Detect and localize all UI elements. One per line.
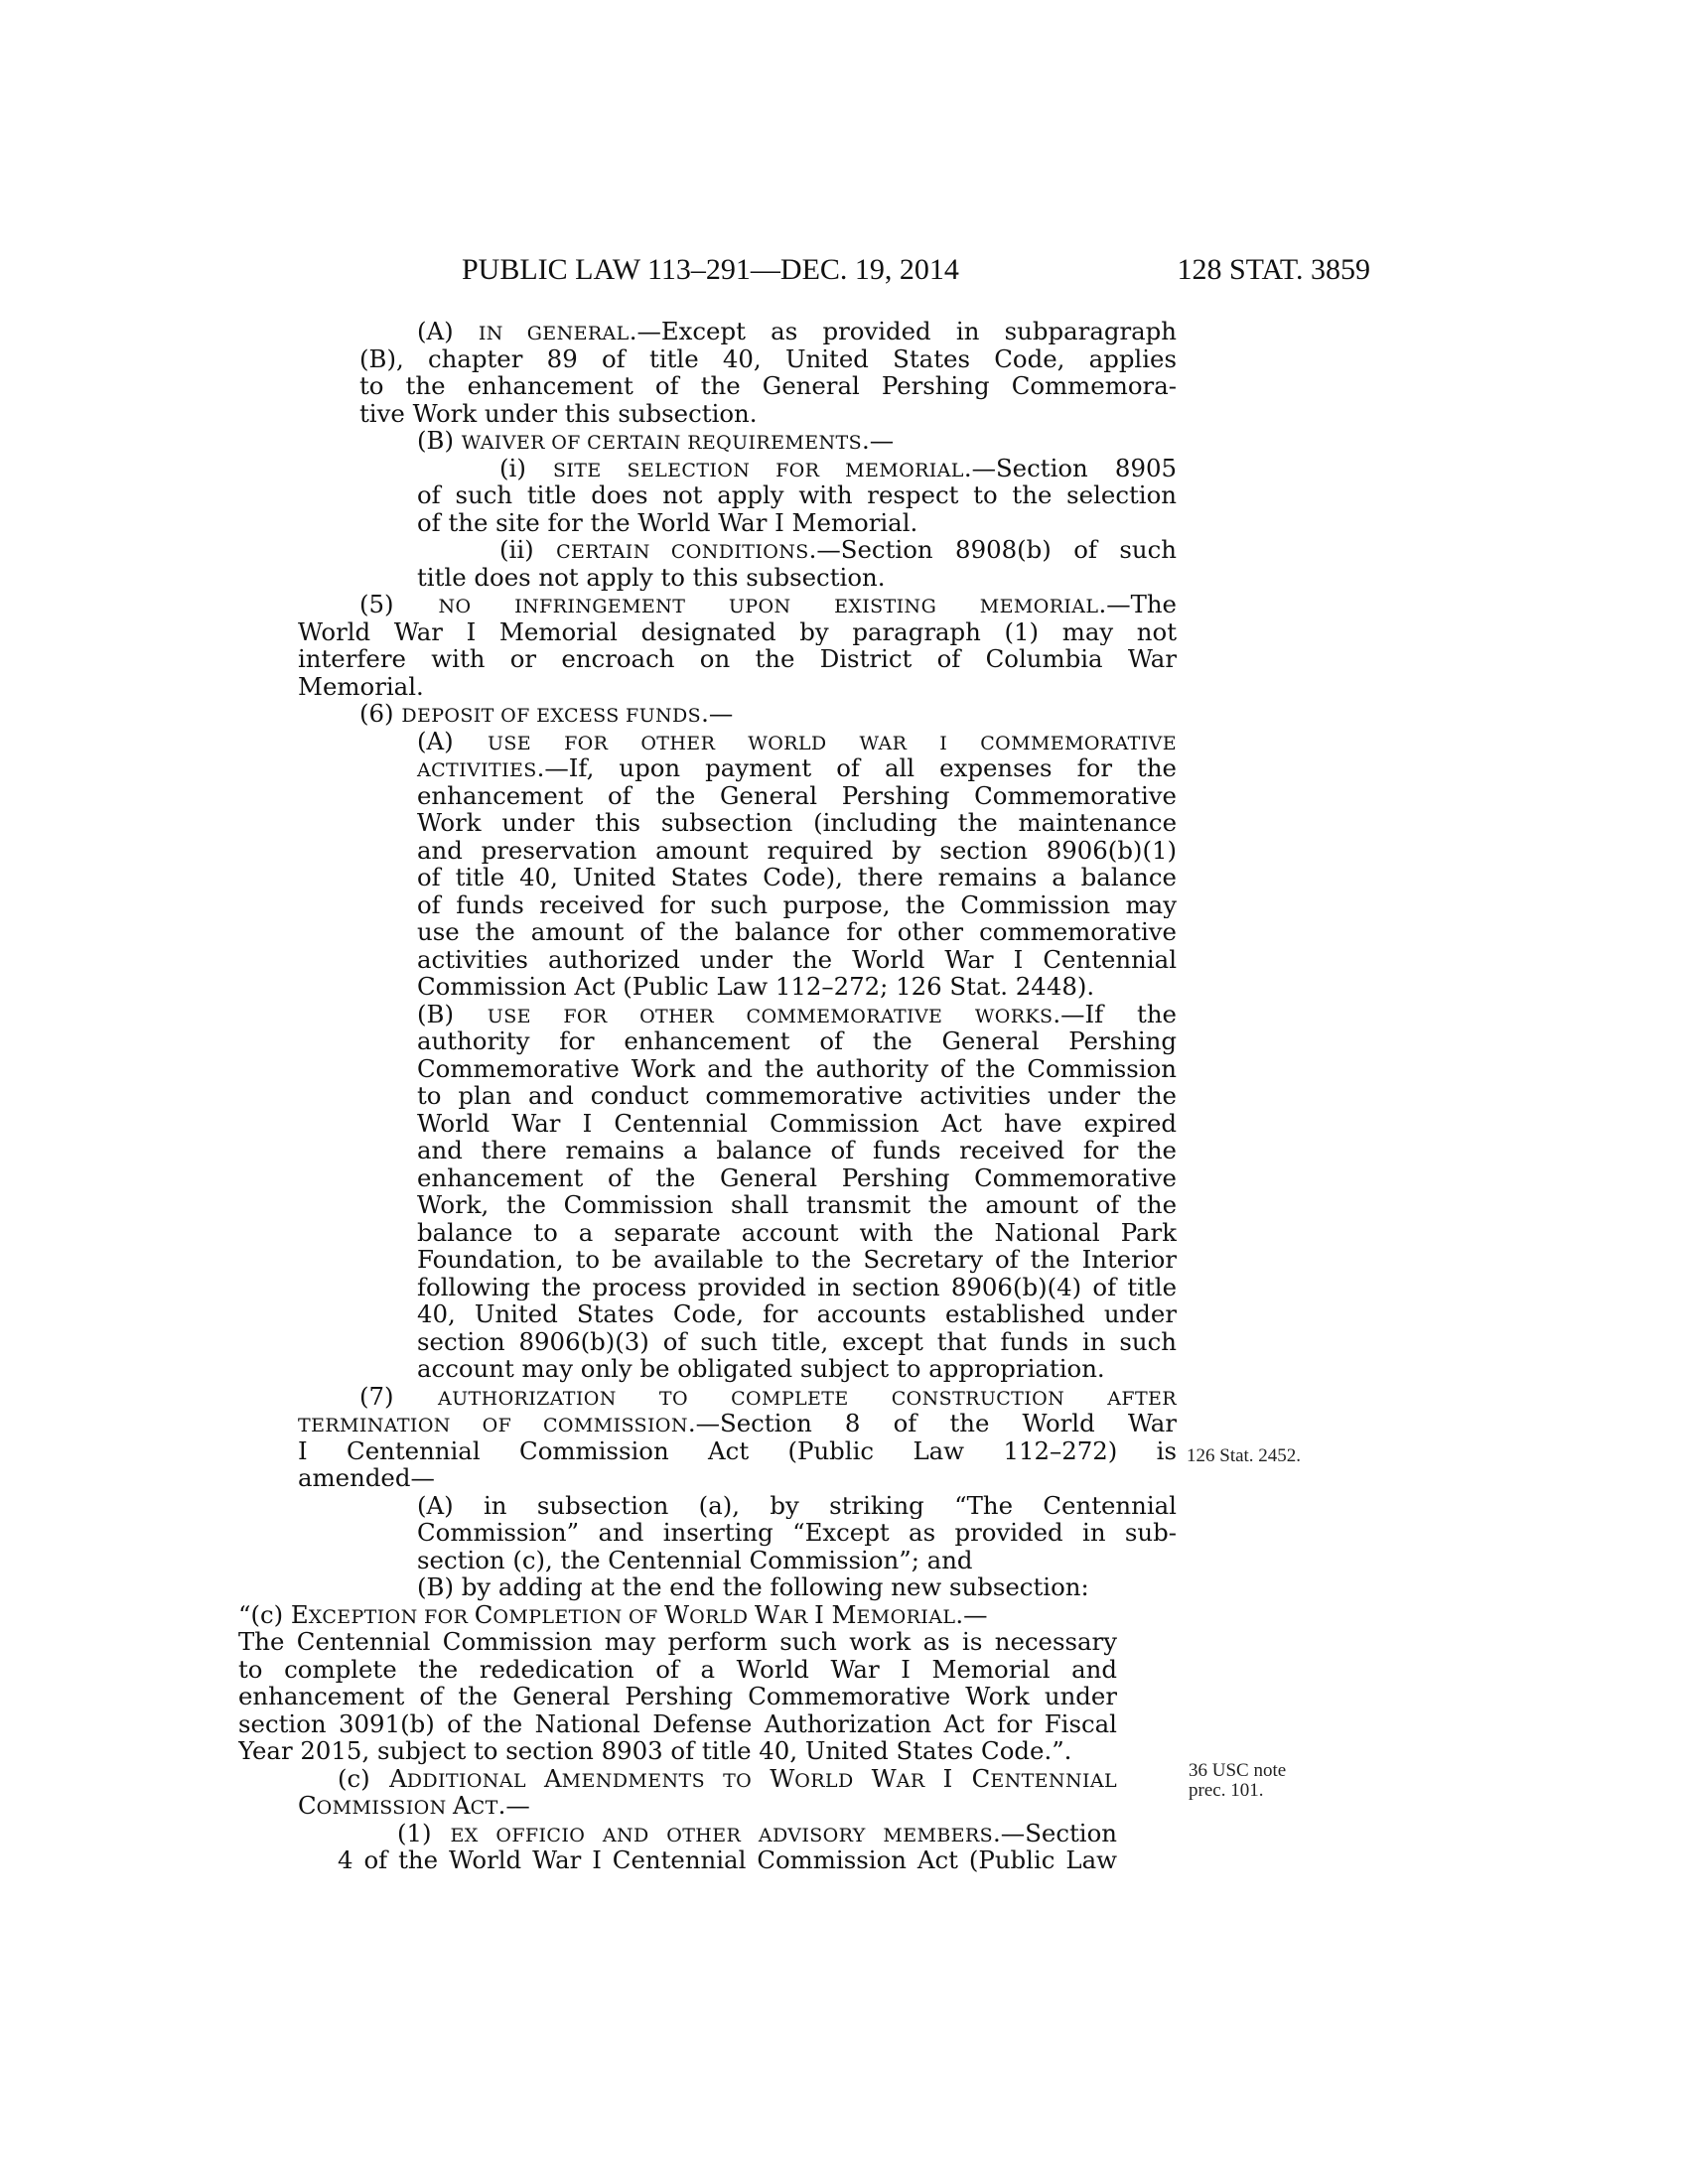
text-line: (B) WAIVER OF CERTAIN REQUIREMENTS.—: [417, 427, 895, 455]
text-line: enhancement of the General Pershing Commemorative: [417, 781, 1177, 809]
text-line: Commemorative Work and the authority of the Commission: [417, 1054, 1177, 1082]
text-line: (c) ADDITIONAL AMENDMENTS TO WORLD WAR I CENTENNIAL: [338, 1764, 1117, 1792]
text-line: (A) USE FOR OTHER WORLD WAR I COMMEMORATIVE: [417, 727, 1177, 754]
text-line: ACTIVITIES.—If, upon payment of all expenses for the: [417, 754, 1177, 782]
text-line: (B) USE FOR OTHER COMMEMORATIVE WORKS.—If the: [417, 1000, 1177, 1027]
text-line: enhancement of the General Pershing Commemorative: [417, 1163, 1177, 1191]
page-header-stat: 128 STAT. 3859: [1177, 253, 1370, 286]
text-line: to complete the rededication of a World War I Memorial and: [238, 1655, 1117, 1683]
text-line: World War I Memorial designated by paragraph (1) may not: [298, 617, 1177, 645]
text-line: Commission” and inserting “Except as provided in sub-: [417, 1519, 1177, 1547]
text-line: (1) EX OFFICIO AND OTHER ADVISORY MEMBERS.—Section: [397, 1819, 1117, 1846]
text-line: (5) NO INFRINGEMENT UPON EXISTING MEMORIAL.—The: [359, 591, 1177, 618]
text-line: activities authorized under the World War I Centennial: [417, 945, 1177, 973]
text-line: and there remains a balance of funds received for the: [417, 1137, 1177, 1164]
text-line: following the process provided in section 8906(b)(4) of title: [417, 1273, 1177, 1300]
text-line: of such title does not apply with respect to the selection: [417, 481, 1177, 509]
text-line: I Centennial Commission Act (Public Law 112–272) is: [298, 1436, 1177, 1464]
text-line: COMMISSION ACT.—: [298, 1792, 530, 1820]
text-line: (i) SITE SELECTION FOR MEMORIAL.—Section 8905: [499, 454, 1177, 481]
text-line: (7) AUTHORIZATION TO COMPLETE CONSTRUCTION AFTER: [359, 1382, 1177, 1410]
page-header-title: PUBLIC LAW 113–291—DEC. 19, 2014: [462, 253, 959, 286]
text-line: Memorial.: [298, 672, 424, 700]
text-line: of title 40, United States Code), there remains a balance: [417, 864, 1177, 891]
text-line: Year 2015, subject to section 8903 of title 40, United States Code.”.: [238, 1737, 1072, 1765]
text-line: Work, the Commission shall transmit the amount of the: [417, 1191, 1177, 1219]
text-line: title does not apply to this subsection.: [417, 563, 886, 591]
text-line: Foundation, to be available to the Secretary of the Interior: [417, 1246, 1177, 1274]
text-line: balance to a separate account with the National Park: [417, 1218, 1177, 1246]
text-line: use the amount of the balance for other commemorative: [417, 918, 1177, 946]
text-line: “(c) EXCEPTION FOR COMPLETION OF WORLD WAR I MEMORIAL.—: [238, 1600, 988, 1628]
text-line: section 3091(b) of the National Defense Authorization Act for Fiscal: [238, 1709, 1117, 1737]
text-line: of the site for the World War I Memorial.: [417, 508, 918, 536]
text-line: of funds received for such purpose, the Commission may: [417, 890, 1177, 918]
text-line: amended—: [298, 1464, 435, 1492]
margin-note-usc-citation: 36 USC note prec. 101.: [1189, 1760, 1287, 1801]
text-line: interfere with or encroach on the District of Columbia War: [298, 645, 1177, 673]
text-line: (6) DEPOSIT OF EXCESS FUNDS.—: [359, 700, 734, 728]
text-line: to plan and conduct commemorative activities under the: [417, 1082, 1177, 1110]
text-line: authority for enhancement of the General Pershing: [417, 1027, 1177, 1055]
text-line: 40, United States Code, for accounts established under: [417, 1300, 1177, 1328]
text-line: 4 of the World War I Centennial Commission Act (Public Law: [338, 1846, 1117, 1874]
text-line: section 8906(b)(3) of such title, except that funds in such: [417, 1327, 1177, 1355]
margin-note-stat-citation: 126 Stat. 2452.: [1187, 1445, 1302, 1466]
text-line: The Centennial Commission may perform such work as is necessary: [238, 1628, 1117, 1656]
text-line: Commission Act (Public Law 112–272; 126 Stat. 2448).: [417, 973, 1095, 1001]
text-line: (A) in subsection (a), by striking “The Centennial: [417, 1491, 1177, 1519]
text-line: TERMINATION OF COMMISSION.—Section 8 of the World War: [298, 1410, 1177, 1437]
text-line: enhancement of the General Pershing Commemorative Work under: [238, 1683, 1117, 1710]
text-line: (A) IN GENERAL.—Except as provided in subparagraph: [417, 318, 1177, 345]
text-line: (ii) CERTAIN CONDITIONS.—Section 8908(b) of such: [499, 536, 1177, 564]
text-line: and preservation amount required by section 8906(b)(1): [417, 836, 1177, 864]
text-line: (B), chapter 89 of title 40, United States Code, applies: [359, 344, 1177, 372]
text-line: (B) by adding at the end the following new subsection:: [417, 1573, 1089, 1601]
running-head: [447, 250, 1370, 290]
text-line: World War I Centennial Commission Act have expired: [417, 1109, 1177, 1137]
law-text: [238, 318, 1177, 1874]
text-line: account may only be obligated subject to appropriation.: [417, 1355, 1105, 1383]
text-line: tive Work under this subsection.: [359, 399, 758, 427]
text-line: Work under this subsection (including the maintenance: [417, 809, 1177, 837]
text-line: to the enhancement of the General Pershing Commemora-: [359, 372, 1177, 400]
text-line: section (c), the Centennial Commission”; and: [417, 1546, 973, 1573]
